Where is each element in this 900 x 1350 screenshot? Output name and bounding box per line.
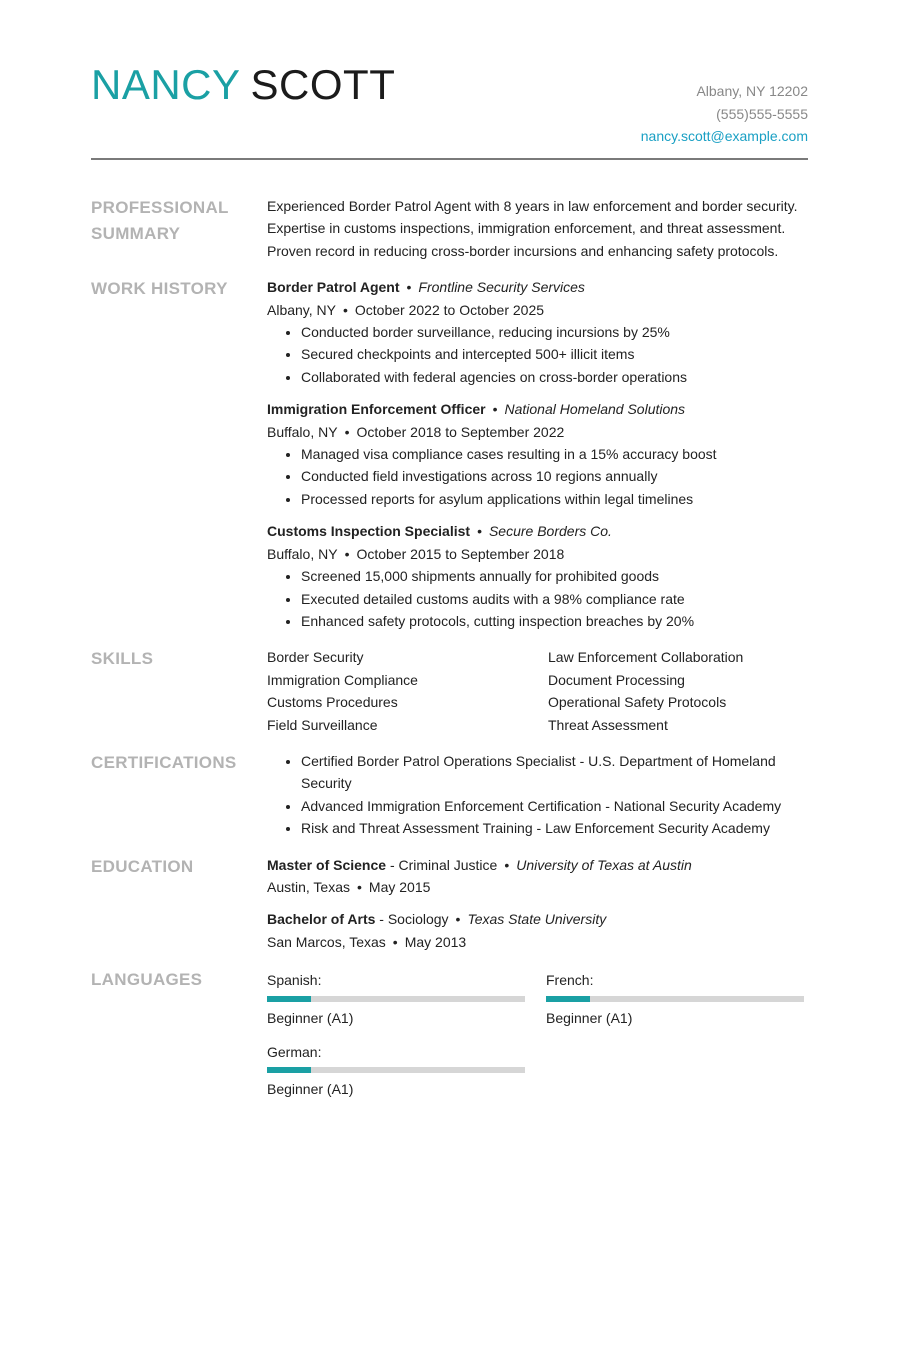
resume-page — [91, 0, 808, 1098]
contact-info — [641, 80, 808, 148]
job-location: Buffalo, NY — [267, 423, 338, 440]
job-dates: October 2015 to September 2018 — [356, 545, 565, 562]
section-title-skills: SKILLS — [91, 649, 154, 669]
job-location: Albany, NY — [267, 301, 336, 318]
language-proficiency-bar — [267, 1067, 525, 1073]
field-of-study: Criminal Justice — [398, 856, 498, 873]
language-proficiency-fill — [267, 1067, 311, 1073]
contact-location: Albany, NY 12202 — [696, 83, 808, 99]
job-bullet: • Processed reports for asylum applications within legal timelines — [301, 488, 808, 510]
degree: Master of Science — [267, 856, 387, 873]
language-name: French: — [546, 972, 594, 989]
job-entry — [267, 276, 808, 388]
job-bullet: • Secured checkpoints and intercepted 500+ illicit items — [301, 343, 808, 365]
certification-list — [267, 750, 808, 840]
section-title-work-history: WORK HISTORY — [91, 279, 228, 299]
resume-sections — [91, 195, 808, 1115]
skill-item: Border Security — [267, 649, 364, 666]
job-bullet: • Conducted field investigations across 10 regions annually — [301, 465, 808, 487]
job-meta — [267, 543, 808, 565]
language-entry — [546, 967, 804, 1029]
header-divider — [91, 158, 808, 160]
separator-dot: • — [343, 301, 348, 318]
skill-item: Law Enforcement Collaboration — [548, 649, 744, 666]
education-heading — [267, 854, 808, 876]
job-company: Frontline Security Services — [418, 279, 585, 296]
skill-item: Immigration Compliance — [267, 671, 418, 688]
resume-header — [91, 0, 808, 160]
job-title: Immigration Enforcement Officer — [267, 401, 486, 418]
job-heading — [267, 276, 808, 298]
job-bullet: • Conducted border surveillance, reducing incursions by 25% — [301, 321, 808, 343]
degree: Bachelor of Arts — [267, 911, 376, 928]
job-title: Customs Inspection Specialist — [267, 523, 471, 540]
education-heading — [267, 908, 808, 930]
education-entry — [267, 908, 808, 953]
language-level: Beginner (A1) — [267, 1009, 354, 1026]
job-meta — [267, 299, 808, 321]
section-title-languages: LANGUAGES — [91, 970, 203, 990]
skill-item: Document Processing — [548, 671, 685, 688]
education-meta — [267, 876, 808, 898]
job-dates: October 2022 to October 2025 — [354, 301, 545, 318]
certification-item: • Risk and Threat Assessment Training - Law Enforcement Security Academy — [301, 817, 808, 839]
section-title-education: EDUCATION — [91, 856, 194, 876]
job-meta — [267, 421, 808, 443]
language-entry — [267, 967, 525, 1029]
section-skills — [91, 646, 808, 736]
section-certifications — [91, 750, 808, 840]
separator-dot: • — [406, 279, 412, 296]
field-of-study: Sociology — [387, 911, 449, 928]
section-work-history — [91, 276, 808, 632]
skills-body — [267, 646, 808, 736]
language-proficiency-bar — [267, 996, 525, 1002]
education-entry — [267, 854, 808, 899]
skill-item: Operational Safety Protocols — [548, 694, 727, 711]
section-title-certifications: CERTIFICATIONS — [91, 752, 237, 772]
job-bullets — [267, 321, 808, 388]
section-summary — [91, 195, 808, 262]
separator-dot: • — [492, 401, 498, 418]
certification-item: • Advanced Immigration Enforcement Certification - National Security Academy — [301, 795, 808, 817]
section-title-summary: PROFESSIONAL SUMMARY — [91, 198, 229, 243]
language-proficiency-fill — [267, 996, 311, 1002]
certification-item: • Certified Border Patrol Operations Specialist - U.S. Department of Homeland Security — [301, 750, 808, 795]
job-bullet: • Collaborated with federal agencies on cross-border operations — [301, 366, 808, 388]
separator-dot: • — [344, 423, 350, 440]
contact-phone: (555)555-5555 — [716, 105, 808, 122]
job-entry — [267, 398, 808, 510]
language-level: Beginner (A1) — [267, 1081, 354, 1098]
dash-separator: - — [375, 911, 388, 928]
dash-separator: - — [386, 856, 399, 873]
work-history-body — [267, 276, 808, 632]
language-level: Beginner (A1) — [546, 1009, 633, 1026]
summary-text: Experienced Border Patrol Agent with 8 years in law enforcement and border security. Expertise in customs inspections, immigration enforcement, and threat assessment. Proven record in reducing cross-border incursions and enhancing safety protocols. — [267, 198, 798, 259]
job-company: National Homeland Solutions — [504, 401, 686, 418]
separator-dot: • — [455, 911, 461, 928]
separator-dot: • — [392, 933, 398, 950]
last-name: SCOTT — [250, 61, 396, 108]
contact-email-link[interactable]: nancy.scott@example.com — [640, 128, 808, 144]
language-name: German: — [267, 1044, 322, 1060]
job-bullet: • Executed detailed customs audits with a 98% compliance rate — [301, 588, 808, 610]
job-location: Buffalo, NY — [267, 545, 338, 562]
first-name: NANCY — [91, 61, 241, 108]
job-bullets — [267, 565, 808, 632]
language-entry — [267, 1039, 525, 1101]
skill-item: Field Surveillance — [267, 716, 378, 733]
certifications-body — [267, 750, 808, 840]
separator-dot: • — [504, 856, 510, 873]
job-bullets — [267, 443, 808, 510]
separator-dot: • — [357, 878, 362, 895]
language-name: Spanish: — [267, 972, 322, 989]
education-meta — [267, 931, 808, 953]
section-languages — [91, 967, 808, 1101]
job-bullet: • Screened 15,000 shipments annually for prohibited goods — [301, 565, 808, 587]
education-location: Austin, Texas — [267, 878, 351, 895]
job-company: Secure Borders Co. — [488, 523, 612, 540]
language-proficiency-fill — [546, 996, 590, 1002]
skill-item: Customs Procedures — [267, 694, 398, 711]
job-dates: October 2018 to September 2022 — [356, 423, 565, 440]
education-date: May 2013 — [404, 933, 467, 950]
skills-grid — [267, 646, 808, 736]
candidate-name — [91, 60, 395, 110]
job-bullet: • Managed visa compliance cases resulting in a 15% accuracy boost — [301, 443, 808, 465]
skill-item: Threat Assessment — [548, 716, 668, 733]
school: University of Texas at Austin — [516, 856, 692, 873]
education-body — [267, 854, 808, 954]
job-heading — [267, 398, 808, 420]
summary-body — [267, 195, 808, 262]
school: Texas State University — [467, 911, 607, 928]
education-date: May 2015 — [368, 878, 431, 895]
job-heading — [267, 520, 808, 542]
languages-body — [267, 967, 808, 1101]
job-title: Border Patrol Agent — [267, 279, 400, 296]
separator-dot: • — [477, 523, 482, 540]
job-bullet: • Enhanced safety protocols, cutting inspection breaches by 20% — [301, 610, 808, 632]
education-location: San Marcos, Texas — [267, 933, 386, 950]
languages-grid — [267, 967, 808, 1101]
language-proficiency-bar — [546, 996, 804, 1002]
separator-dot: • — [344, 545, 350, 562]
job-entry — [267, 520, 808, 632]
section-education — [91, 854, 808, 954]
